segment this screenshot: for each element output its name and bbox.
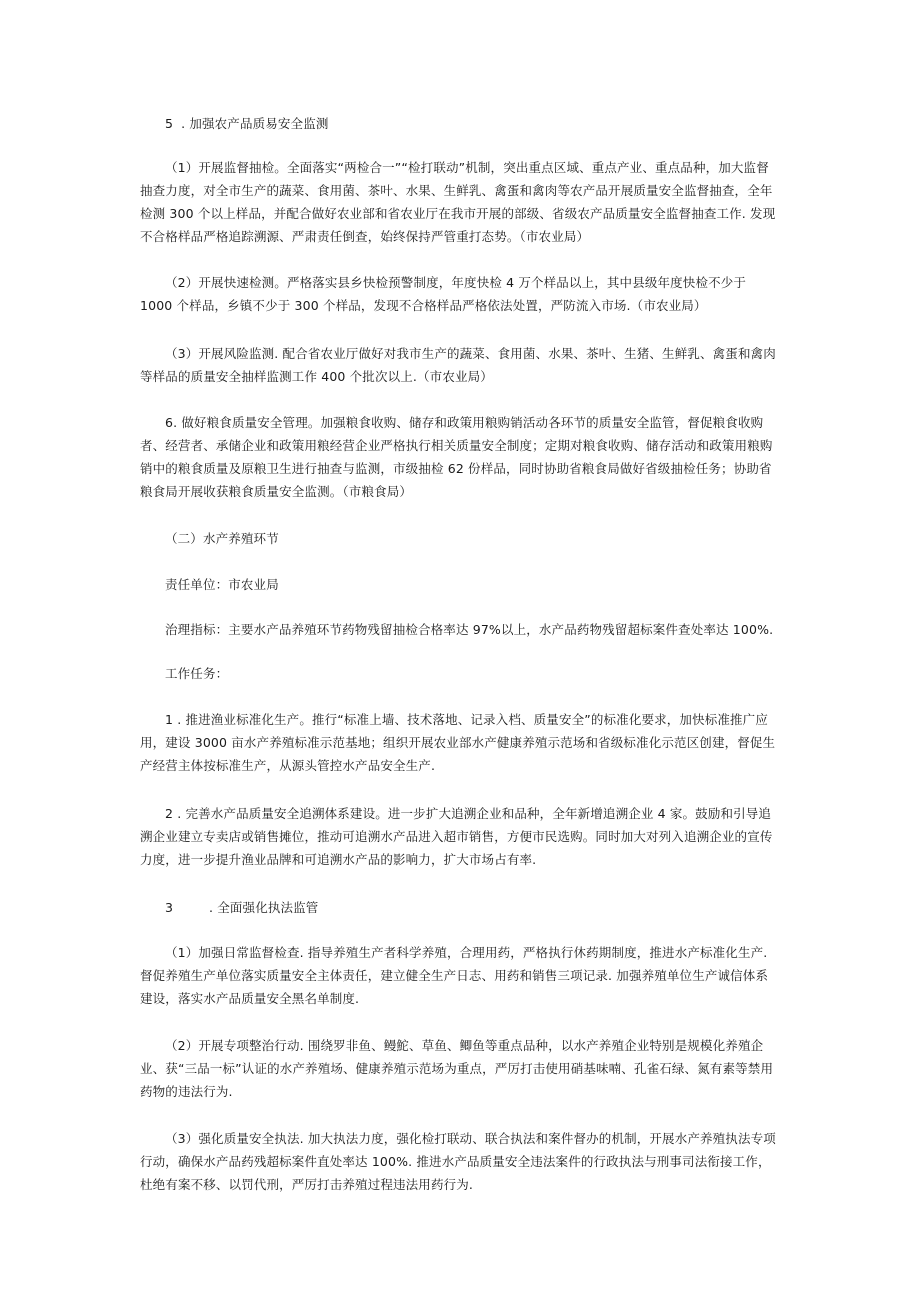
task-number: 3 [165,900,174,915]
section-5-heading [165,112,801,135]
work-tasks-label: 工作任务： [165,666,229,681]
aquaculture-heading: （二）水产养殖环节 [165,531,279,546]
paragraph-6: 6. 做好粮食质量安全管理。加强粮食收购、储存和政策用粮购销活动各环节的质量安全监管，督促粮食收购者、经营者、承储企业和政策用粮经营企业严格执行相关质量安全制度；定期对粮食收购、储存活动和政策用粮购销中的粮食质量及原粮卫生进行抽查与监测，市级抽检 62 份样品，同时协助省粮食局做好省级抽检任务；协助省粮食局开展收获粮食质量安全监测。（市粮食局） [140,415,773,499]
section-number: 5 [165,116,174,131]
governance-target: 治理指标：主要水产品养殖环节药物残留抽检合格率达 97%以上，水产品药物残留超标案件查处率达 100%. [165,622,774,637]
task-3-item-2: （2）开展专项整治行动. 围绕罗非鱼、鳗鮀、草鱼、鲫鱼等重点品种，以水产养殖企业特别是规模化养殖企业、获“三品一标”认证的水产养殖场、健康养殖示范场为重点，严厉打击使用硝基味喃、孔雀石绿、氮有素等禁用药物的违法行为. [140,1038,774,1099]
paragraph-5-2: （2）开展快速检测。严格落实县乡快检预警制度，年度快检 4 万个样品以上，其中县级年度快检不少于 1000 个样品，乡镇不少于 300 个样品，发现不合格样品严格依法处置，严防流入市场.（市农业局） [140,275,747,313]
task-3-item-3: （3）强化质量安全执法. 加大执法力度，强化检打联动、联合执法和案件督办的机制，开展水产养殖执法专项行动，确保水产品药残超标案件直处率达 100%. 推进水产品质量安全违法案件的行政执法与刑事司法衔接工作，杜绝有案不移、以罚代刑，严厉打击养殖过程违法用药行为. [140,1131,776,1192]
paragraph-5-1: （1）开展监督抽检。全面落实“两检合一”“检打联动”机制，突出重点区域、重点产业、重点品种，加大监督抽查力度，对全市生产的蔬菜、食用菌、茶叶、水果、生鲜乳、禽蛋和禽肉等农产品开展质量安全监督抽查，全年检测 300 个以上样品，并配合做好农业部和省农业厅在我市开展的部级、省级农产品质量安全监督抽查工作. 发现不合格样品严格追踪溯源、严肃责任倒查，始终保持严管重打态势。（市农业局） [140,160,776,244]
task-3-heading [165,896,801,919]
responsible-unit: 责任单位：市农业局 [165,577,279,592]
task-3-item-1: （1）加强日常监督检查. 指导养殖生产者科学养殖，合理用药，严格执行休药期制度，推进水产标准化生产. 督促养殖生产单位落实质量安全主体责任，建立健全生产日志、用药和销售三项记录. 加强养殖单位生产诚信体系建设，落实水产品质量安全黑名单制度. [140,945,769,1006]
section-title: . 加强农产品质易安全监测 [181,116,329,131]
task-title: . 全面强化执法监管 [209,900,319,915]
task-1: 1 . 推进渔业标准化生产。推行“标准上墙、技术落地、记录入档、质量安全”的标准化要求，加快标准推广应用，建设 3000 亩水产养殖标准示范基地；组织开展农业部水产健康养殖示范场和省级标准化示范区创建，督促生产经营主体按标准生产，从源头管控水产品安全生产. [140,712,776,773]
task-2: 2 . 完善水产品质量安全追溯体系建设。进一步扩大追溯企业和品种，全年新增追溯企业 4 家。鼓励和引导追溯企业建立专卖店或销售摊位，推动可追溯水产品进入超市销售，方便市民选购。同时加大对列入追溯企业的宣传力度，进一步提升渔业品牌和可追溯水产品的影响力，扩大市场占有率. [140,806,773,867]
paragraph-5-3: （3）开展风险监测. 配合省农业厅做好对我市生产的蔬菜、食用菌、水果、茶叶、生猪、生鲜乳、禽蛋和禽肉等样品的质量安全抽样监测工作 400 个批次以上.（市农业局） [140,346,776,384]
